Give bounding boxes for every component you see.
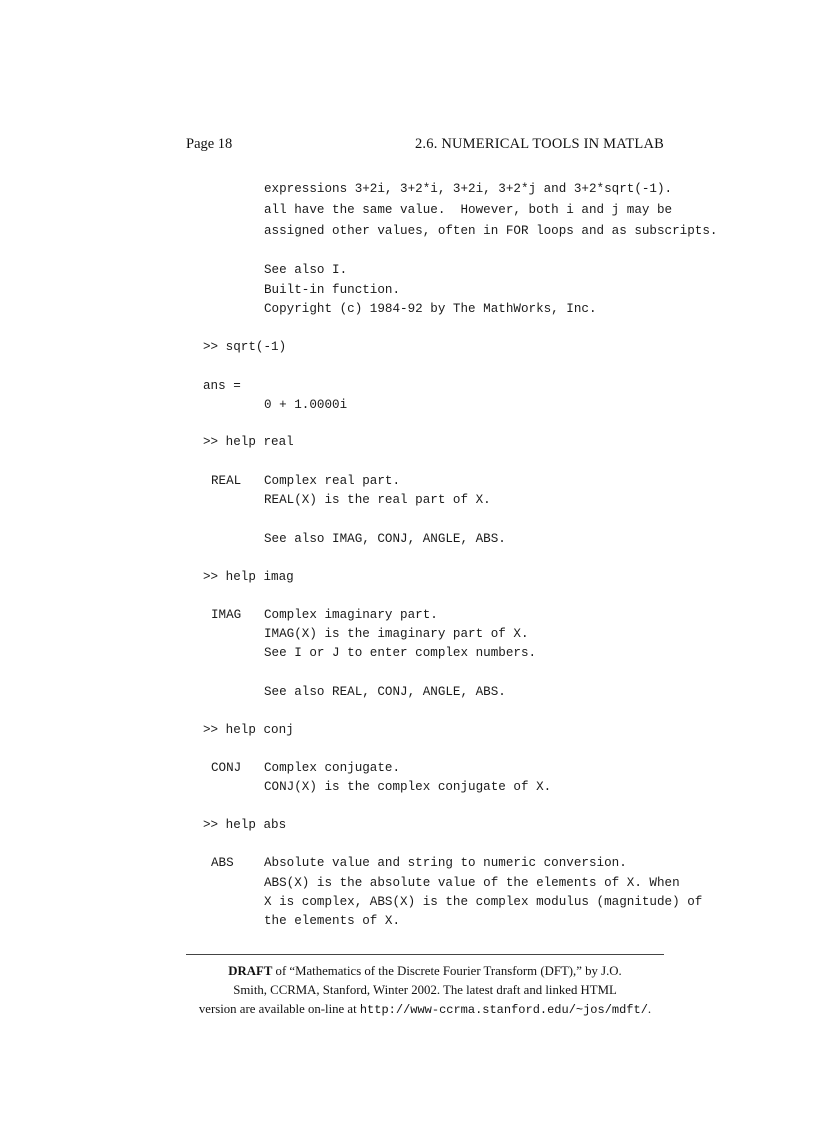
code-line: X is complex, ABS(X) is the complex modulus (magnitude) of bbox=[264, 895, 703, 909]
code-line: See also REAL, CONJ, ANGLE, ABS. bbox=[264, 685, 506, 699]
command-prompt: >> help abs bbox=[203, 818, 287, 832]
code-line: Complex imaginary part. bbox=[264, 608, 438, 622]
help-keyword: ABS bbox=[211, 856, 234, 870]
page-number: Page 18 bbox=[186, 136, 233, 152]
code-line: expressions 3+2i, 3+2*i, 3+2i, 3+2*j and 3+2*sqrt(-1). bbox=[264, 182, 673, 196]
footer-line-3 bbox=[186, 1000, 664, 1020]
footer-text: . bbox=[647, 1002, 652, 1016]
code-line: all have the same value. However, both i and j may be bbox=[264, 203, 673, 217]
code-line: CONJ(X) is the complex conjugate of X. bbox=[264, 780, 552, 794]
command-prompt: >> help imag bbox=[203, 570, 294, 584]
ans-value: 0 + 1.0000i bbox=[264, 398, 348, 412]
command-prompt: >> help conj bbox=[203, 723, 294, 737]
section-title: 2.6. NUMERICAL TOOLS IN MATLAB bbox=[414, 136, 664, 152]
code-line: See also I. bbox=[264, 263, 348, 277]
code-line: Complex real part. bbox=[264, 474, 401, 488]
code-line: Complex conjugate. bbox=[264, 761, 401, 775]
code-line: assigned other values, often in FOR loops and as subscripts. bbox=[264, 224, 718, 238]
help-keyword: CONJ bbox=[211, 761, 242, 775]
command-prompt: >> sqrt(-1) bbox=[203, 340, 287, 354]
ans-label: ans = bbox=[203, 379, 241, 393]
footer-text: version are available on-line at bbox=[198, 1002, 360, 1016]
help-keyword: IMAG bbox=[211, 608, 242, 622]
code-line: the elements of X. bbox=[264, 914, 401, 928]
code-line: Built-in function. bbox=[264, 283, 401, 297]
draft-label: DRAFT bbox=[228, 964, 273, 978]
code-line: See also IMAG, CONJ, ANGLE, ABS. bbox=[264, 532, 506, 546]
code-line: ABS(X) is the absolute value of the elements of X. When bbox=[264, 876, 680, 890]
running-header bbox=[186, 136, 664, 156]
footer-line-2: Smith, CCRMA, Stanford, Winter 2002. The latest draft and linked HTML bbox=[233, 983, 617, 997]
footer-url-link[interactable]: http://www-ccrma.stanford.edu/~jos/mdft/ bbox=[359, 1003, 648, 1017]
footer-text: of “Mathematics of the Discrete Fourier Transform (DFT),” by J.O. bbox=[272, 964, 622, 978]
code-line: See I or J to enter complex numbers. bbox=[264, 646, 537, 660]
footer-line-1 bbox=[186, 962, 664, 981]
footer-rule bbox=[186, 954, 664, 955]
draft-footer bbox=[186, 962, 664, 1020]
help-keyword: REAL bbox=[211, 474, 242, 488]
code-line: Copyright (c) 1984-92 by The MathWorks, Inc. bbox=[264, 302, 597, 316]
command-prompt: >> help real bbox=[203, 435, 294, 449]
code-line: Absolute value and string to numeric conversion. bbox=[264, 856, 627, 870]
code-line: IMAG(X) is the imaginary part of X. bbox=[264, 627, 529, 641]
code-line: REAL(X) is the real part of X. bbox=[264, 493, 491, 507]
